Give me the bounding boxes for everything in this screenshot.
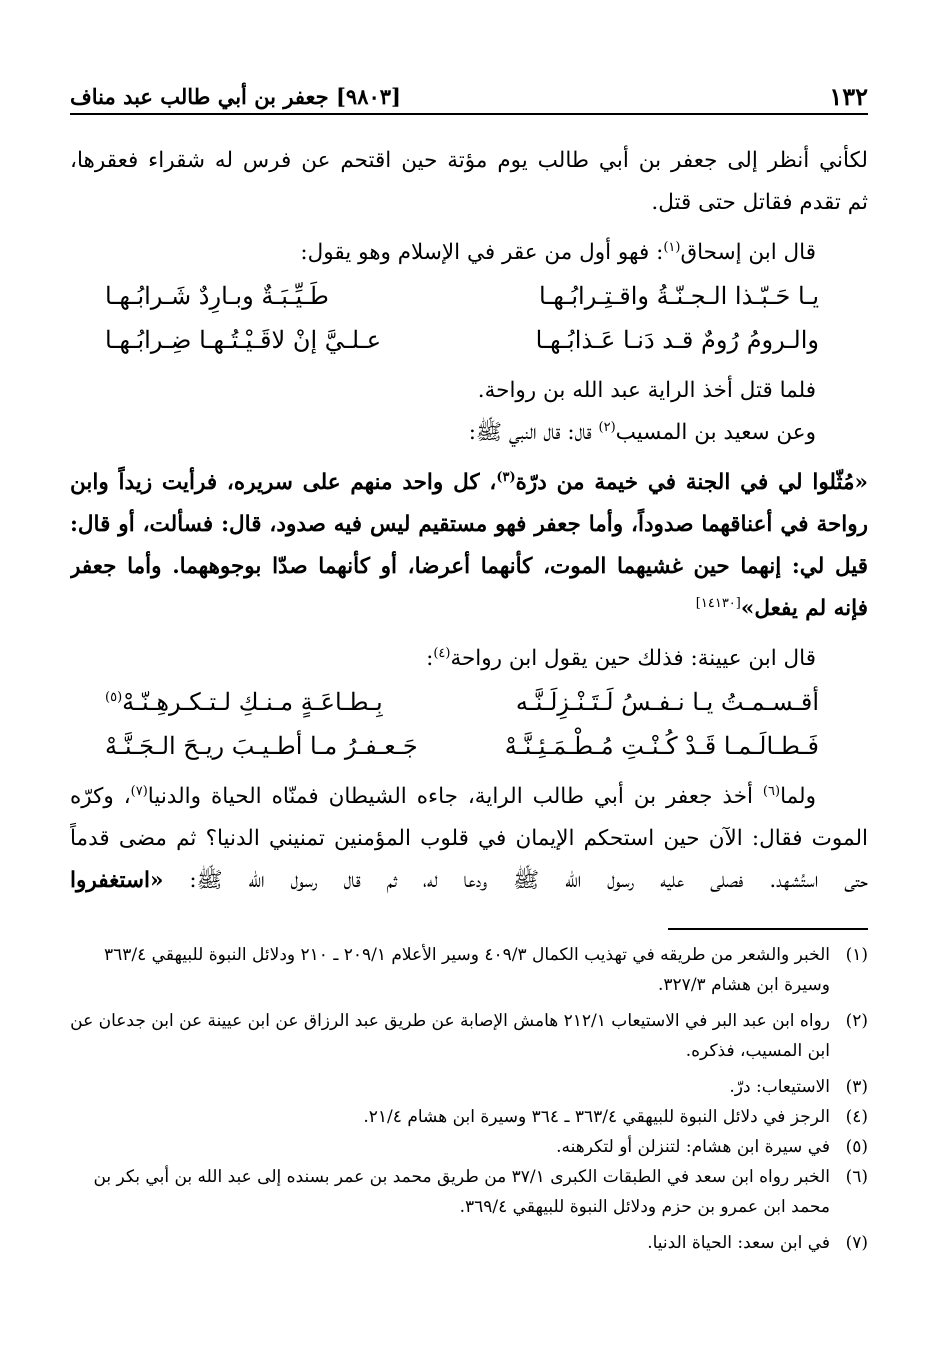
footnote-number: (٤)	[845, 1107, 868, 1127]
text-line	[70, 412, 868, 454]
footnote	[70, 1132, 868, 1162]
text-span: قال: قال النبي ﷺ:	[468, 420, 599, 445]
verse-line	[105, 732, 819, 776]
text-line: الموت فقال: الآن حين استحكم الإيمان في قلوب المؤمنين تمنيني الدنيا؟ ثم مضى قدماً	[70, 826, 868, 851]
text-line: فلما قتل أخذ الراية عبد الله بن رواحة.	[477, 378, 816, 403]
paragraph-5	[70, 638, 868, 680]
text-line	[70, 462, 868, 504]
footnote-rule	[668, 928, 868, 930]
text-span: بِـطـاعَـةٍ مـنـكِ لـتـكـرهِـنّـهْ	[122, 688, 383, 716]
text-span: «مُثّلوا لي في الجنة في خيمة من درّة	[515, 470, 868, 495]
text-line	[70, 232, 868, 274]
paragraph-3	[70, 370, 868, 454]
text-span: وعن سعيد بن المسيب	[615, 420, 816, 445]
footnote-number: (٥)	[845, 1137, 868, 1157]
footnote-text: في ابن سعد: الحياة الدنيا.	[647, 1233, 830, 1253]
verse-hemistich: يـا حَـبّـذا الـجـنّـةُ واقـتِـرابُـهـا	[538, 282, 819, 310]
footnote	[70, 940, 868, 1000]
paragraph-2	[70, 232, 868, 274]
footnote-ref: (٢)	[598, 419, 616, 435]
verse-hemistich: والـرومُ رُومٌ قـد دَنـا عَـذابُـهـا	[535, 326, 819, 354]
footnote	[70, 1162, 868, 1222]
text-line	[70, 776, 868, 818]
text-line	[70, 588, 868, 630]
text-span: فإنه لم يفعل»	[740, 596, 868, 621]
footnote-ref: (٤)	[433, 645, 451, 661]
footnote	[70, 1102, 868, 1132]
footnotes	[70, 940, 868, 1258]
footnote-ref: (٣)	[496, 469, 516, 485]
verse-hemistich: جَـعـفـرُ مـا أطـيـبَ ريـحَ الـجَـنَّـهْ	[105, 732, 418, 760]
header-rule	[70, 113, 868, 115]
footnote-text: الخبر والشعر من طريقه في تهذيب الكمال ٤٠٩/٣ وسير الأعلام ٢٠٩/١ ـ ٢١٠ ودلائل النبوة للبيهقي ٣٦٣/٤	[104, 945, 830, 965]
text-span: «استغفروا	[70, 868, 164, 893]
running-title: [٩٨٠٣] جعفر بن أبي طالب عبد مناف	[70, 84, 401, 109]
page-header	[70, 82, 868, 116]
paragraph-1	[70, 140, 868, 224]
text-span: حتى استُشهد. فصلى عليه رسول الله ﷺ ودعا له، ثم قال رسول الله ﷺ:	[163, 868, 868, 893]
footnote-number: (٢)	[845, 1011, 868, 1031]
text-span: ، كل واحد منهم على سريره، فرأيت زيداً وابن	[70, 470, 497, 495]
verse-line	[105, 282, 819, 326]
text-line	[70, 860, 868, 902]
footnote-number: (١)	[845, 945, 868, 965]
footnote-text: ابن المسيب، فذكره.	[685, 1041, 830, 1061]
hadith-number: [١٤١٣٠]	[695, 595, 741, 611]
paragraph-6	[70, 776, 868, 902]
footnote-number: (٧)	[845, 1233, 868, 1253]
footnote-text: في سيرة ابن هشام: لتنزلن أو لتكرهنه.	[556, 1137, 830, 1157]
footnote	[70, 1072, 868, 1102]
verse-line	[105, 326, 819, 370]
text-span: ، وكرّه	[70, 784, 131, 809]
footnote-ref: (١)	[663, 239, 681, 255]
text-span: قال ابن عيينة: فذلك حين يقول ابن رواحة	[450, 646, 816, 671]
footnote-text: الاستيعاب: درّ.	[729, 1077, 830, 1097]
footnote-text: رواه ابن عبد البر في الاستيعاب ٢١٢/١ هامش الإصابة عن طريق عبد الرزاق عن ابن عيينة عن ابن جدعان عن	[70, 1011, 830, 1031]
footnote-number: (٦)	[845, 1167, 868, 1187]
footnote-ref: (٧)	[130, 783, 148, 799]
text-span: قال ابن إسحاق	[680, 240, 816, 265]
footnote-text: محمد ابن عمرو بن حزم ودلائل النبوة للبيهقي ٣٦٩/٤.	[459, 1197, 830, 1217]
page-number: ١٣٢	[829, 82, 868, 111]
footnote-text: وسيرة ابن هشام ٣٢٧/٣.	[658, 975, 830, 995]
text-line	[70, 638, 868, 680]
text-line: لكأني أنظر إلى جعفر بن أبي طالب يوم مؤتة حين اقتحم عن فرس له شقراء فعقرها،	[70, 148, 868, 173]
footnote	[70, 1006, 868, 1066]
text-line: ثم تقدم فقاتل حتى قتل.	[651, 190, 868, 215]
text-span: : فهو أول من عقر في الإسلام وهو يقول:	[300, 240, 664, 265]
footnote-ref: (٦)	[762, 783, 781, 799]
text-span: :	[426, 646, 434, 671]
footnote-text: الخبر رواه ابن سعد في الطبقات الكبرى ٣٧/١ من طريق محمد بن عمر بسنده إلى عبد الله بن أبي بكر بن	[93, 1167, 830, 1187]
verse-hemistich: طَـيِّـبَـةٌ وبـارِدٌ شَـرابُـهـا	[105, 282, 329, 310]
verse-hemistich: أقـسـمـتُ يـا نـفـسُ لَـتَـنْـزِلَـنَّـه	[515, 688, 819, 716]
footnote-text: الرجز في دلائل النبوة للبيهقي ٣٦٣/٤ ـ ٣٦٤ وسيرة ابن هشام ٢١/٤.	[363, 1107, 830, 1127]
text-line: رواحة في أعناقهما صدوداً، وأما جعفر فهو مستقيم ليس فيه صدود، قال: فسألت، أو قال:	[70, 512, 868, 537]
verse-hemistich	[105, 688, 383, 716]
footnote-ref: (٥)	[105, 690, 123, 705]
text-span: أخذ جعفر بن أبي طالب الراية، جاءه الشيطان فمنّاه الحياة والدنيا	[147, 784, 763, 809]
footnote	[70, 1228, 868, 1258]
footnote-number: (٣)	[845, 1077, 868, 1097]
verse-hemistich: فَـطـالَـمـا قَـدْ كُـنْـتِ مُـطْـمَـئِـنَّـهْ	[504, 732, 819, 760]
hadith-text	[70, 462, 868, 630]
verse-hemistich: عـلـيَّ إنْ لاقَـيْـتُـهـا ضِـرابُـهـا	[105, 326, 382, 354]
text-span: ولما	[780, 784, 816, 809]
text-line: قيل لي: إنهما حين غشيهما الموت، كأنهما أعرضا، أو كأنهما صدّا بوجوههما. وأما جعفر	[70, 554, 868, 579]
verse-line	[105, 688, 819, 732]
